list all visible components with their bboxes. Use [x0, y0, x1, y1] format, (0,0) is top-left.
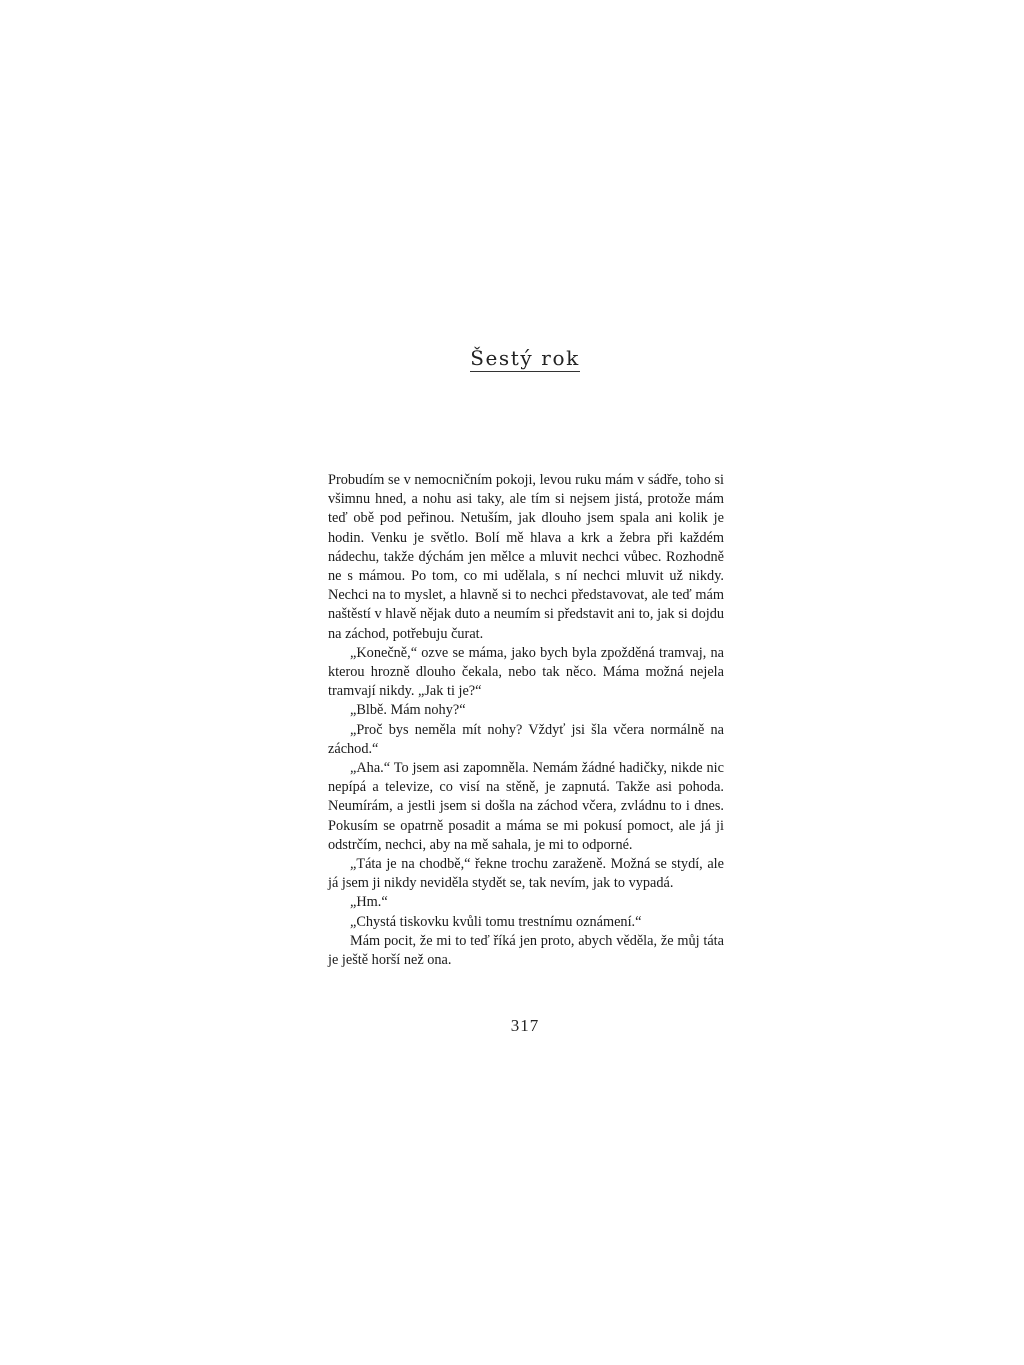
paragraph-6: „Táta je na chodbě,“ řekne trochu zaraženě. Možná se stydí, ale já jsem ji nikdy neviděla stydět se, tak nevím, jak to vypadá. — [328, 856, 724, 892]
page-number: 317 — [510, 1016, 540, 1035]
paragraph-3: „Blbě. Mám nohy?“ — [350, 702, 466, 719]
paragraph-7: „Hm.“ — [350, 894, 388, 911]
paragraph-1: Probudím se v nemocničním pokoji, levou ruku mám v sádře, toho si všimnu hned, a nohu asi taky, ale tím si nejsem jistá, protože mám teď obě pod peřinou. Netuším, jak dlouho jsem spala ani kolik je hodin. Venku je světlo. Bolí mě hlava a krk a žebra při každém nádechu, takže dýchám jen mělce a mluvit nechci vůbec. Rozhodně ne s mámou. Po tom, co mi udělala, s ní nechci mluvit už nikdy. Nechci na to myslet, a hlavně si to nechci představovat, ale teď mám naštěstí v hlavě nějak duto a neumím si představit ani to, jak si dojdu na záchod, potřebuju čurat. — [328, 472, 724, 642]
paragraph-4: „Proč bys neměla mít nohy? Vždyť jsi šla včera normálně na záchod.“ — [328, 721, 724, 757]
paragraph-9: Mám pocit, že mi to teď říká jen proto, abych věděla, že můj táta je ještě horší než ona. — [328, 932, 724, 969]
paragraph-2: „Konečně,“ ozve se máma, jako bych byla zpožděná tramvaj, na kterou hrozně dlouho čekala, nebo tak něco. Máma možná nejela tramvají nikdy. „Jak ti je?“ — [328, 644, 724, 700]
chapter-title-text: Šestý rok — [470, 346, 580, 370]
paragraph-5: „Aha.“ To jsem asi zapomněla. Nemám žádné hadičky, nikde nic nepípá a televize, co visí na stěně, je zapnutá. Takže asi pohoda. Neumírám, a jestli jsem si došla na záchod včera, zvládnu to i dnes. Pokusím se opatrně posadit a máma se mi pokusí pomoct, ale já ji odstrčím, nechci, aby na mě sahala, je mi to odporné. — [328, 760, 724, 853]
chapter-title — [0, 346, 1024, 370]
paragraph-8: „Chystá tiskovku kvůli tomu trestnímu oznámení.“ — [350, 913, 642, 930]
body-text — [328, 471, 724, 970]
